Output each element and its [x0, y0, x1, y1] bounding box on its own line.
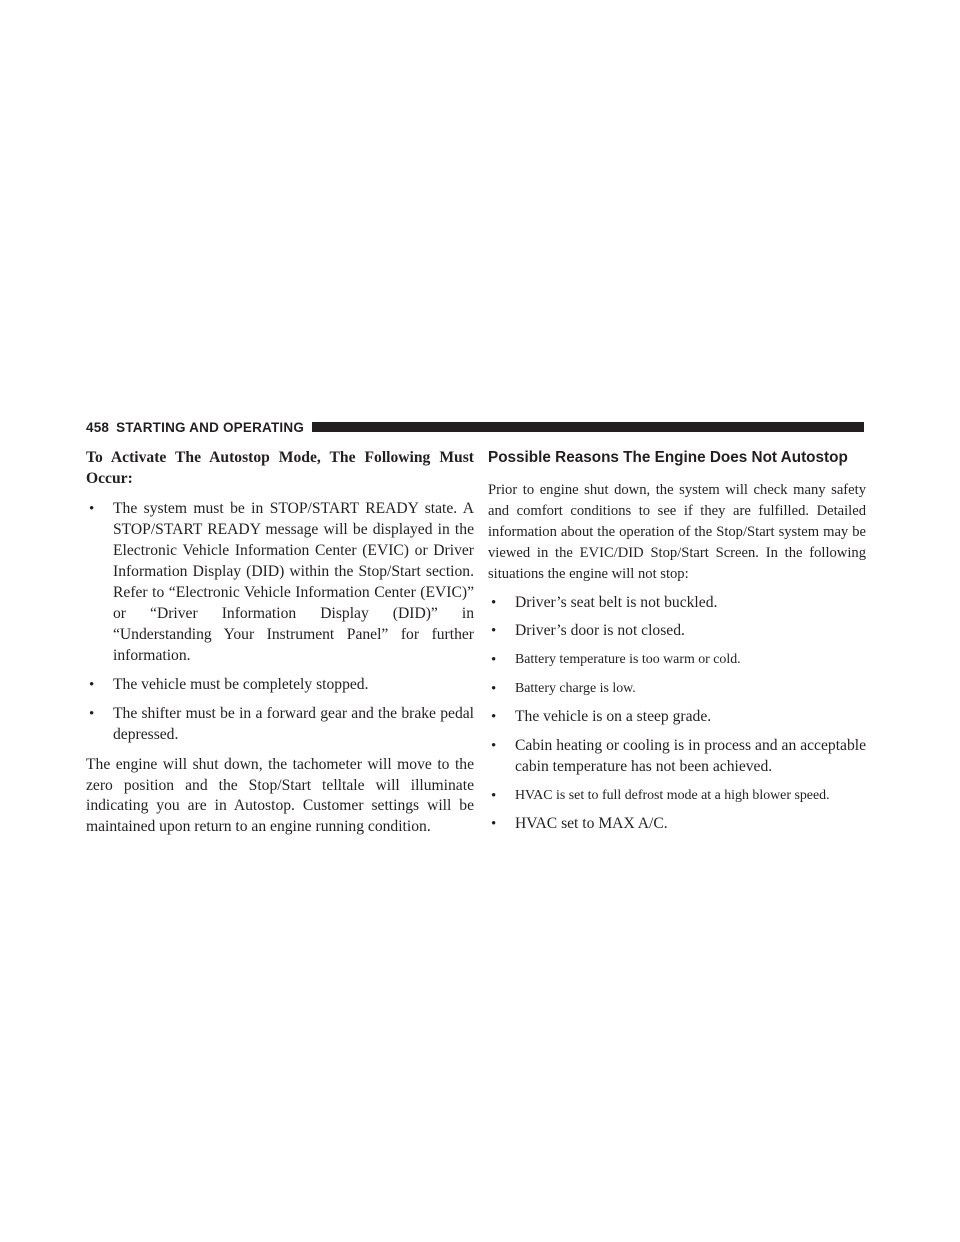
list-item-text: The shifter must be in a forward gear and the brake pedal depressed.	[113, 705, 474, 744]
list-item-text: The system must be in STOP/START READY state. A STOP/START READY message will be displayed in the Electronic Vehicle Information Center (EVIC) or Driver Information Display (DID) within the Stop/Start section. Refer to “Electronic Vehicle Information Center (EVIC)” or “Driver Information Display (DID)” in “Understanding Your Instrument Panel” for further information.	[113, 500, 474, 664]
list-item	[488, 621, 866, 642]
list-item-text: Battery temperature is too warm or cold.	[515, 651, 741, 667]
bullet-icon: •	[491, 787, 497, 804]
bullet-icon: •	[491, 680, 497, 697]
list-item-text: Cabin heating or cooling is in process and an acceptable cabin temperature has not been achieved.	[515, 737, 866, 775]
page-header	[86, 418, 864, 436]
section-title: STARTING AND OPERATING	[116, 419, 305, 435]
left-column	[86, 448, 474, 838]
bullet-icon: •	[491, 738, 497, 755]
bullet-icon: •	[89, 676, 95, 693]
list-item	[86, 499, 474, 666]
autostop-result-paragraph: The engine will shut down, the tachometer will move to the zero position and the Stop/Start telltale will illuminate indicating you are in Autostop. Customer settings will be maintained upon return to an engine running condition.	[86, 755, 474, 836]
list-item	[488, 814, 866, 835]
list-item	[488, 593, 866, 614]
list-item-text: HVAC is set to full defrost mode at a high blower speed.	[515, 787, 830, 803]
list-item-text: Driver’s door is not closed.	[515, 622, 685, 640]
no-autostop-intro-paragraph: Prior to engine shut down, the system will check many safety and comfort conditions to see if they are fulfilled. Detailed information about the operation of the Stop/Start system may be viewed in the EVIC/DID Stop/Start Screen. In the following situations the engine will not stop:	[488, 482, 866, 582]
header-rule	[312, 422, 864, 432]
bullet-icon: •	[89, 501, 95, 518]
autostop-activation-heading: To Activate The Autostop Mode, The Following Must Occur:	[86, 449, 474, 487]
list-item-text: Battery charge is low.	[515, 680, 636, 696]
list-item-text: The vehicle must be completely stopped.	[113, 675, 369, 693]
bullet-icon: •	[491, 709, 497, 726]
page-number: 458	[86, 419, 110, 435]
bullet-icon: •	[491, 651, 497, 668]
list-item	[488, 736, 866, 778]
no-autostop-reasons-list	[488, 593, 866, 836]
list-item-text: The vehicle is on a steep grade.	[515, 708, 712, 726]
right-column	[488, 448, 866, 843]
list-item	[488, 650, 866, 671]
bullet-icon: •	[491, 594, 497, 611]
list-item	[488, 707, 866, 728]
activation-conditions-list	[86, 499, 474, 746]
list-item	[86, 675, 474, 696]
list-item	[488, 786, 866, 807]
bullet-icon: •	[491, 623, 497, 640]
no-autostop-heading: Possible Reasons The Engine Does Not Autostop	[488, 449, 848, 466]
bullet-icon: •	[89, 706, 95, 723]
list-item-text: Driver’s seat belt is not buckled.	[515, 593, 718, 611]
list-item	[86, 704, 474, 746]
list-item-text: HVAC set to MAX A/C.	[515, 815, 668, 833]
list-item	[488, 679, 866, 700]
bullet-icon: •	[491, 816, 497, 833]
